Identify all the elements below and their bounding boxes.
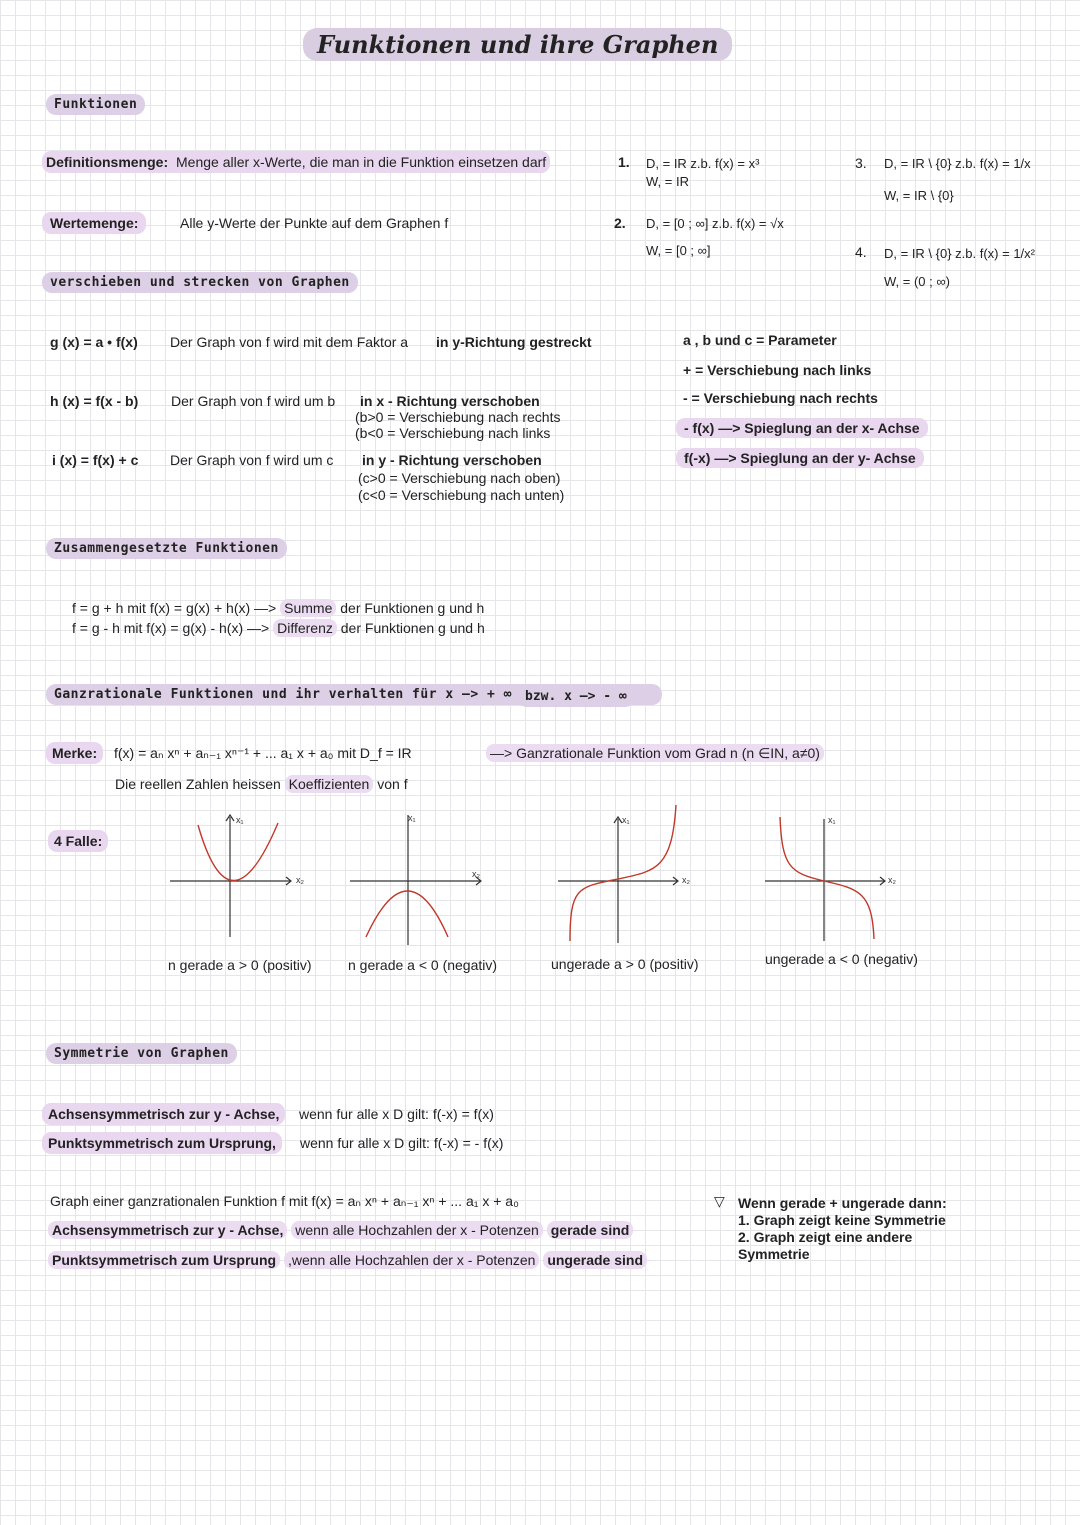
case-3-caption: ungerade a > 0 (positiv) (551, 956, 699, 972)
merke-result-text: —> Ganzrationale Funktion vom Grad n (n ∈IN, a≠0) (486, 744, 824, 762)
g-function: g (x) = a • f(x) (50, 334, 138, 350)
ganzrational-point-end: ungerade sind (543, 1251, 647, 1269)
graph-1-x-axis-label: x₂ (296, 875, 304, 885)
graph-1-y-axis-label: x₁ (236, 815, 244, 825)
graph-even-positive (170, 815, 305, 937)
example-3-range: W, = IR \ {0} (884, 188, 954, 203)
example-3-domain: D, = IR \ {0} z.b. f(x) = 1/x (884, 156, 1031, 171)
ganzrational-point-line (48, 1252, 647, 1268)
ganzrational-point-label: Punktsymmetrisch zum Ursprung (48, 1251, 280, 1269)
section-ganzrational: Ganzrationale Funktionen und ihr verhalten für x —> + ∞ (46, 684, 662, 705)
wertemenge-text: Alle y-Werte der Punkte auf dem Graphen f (180, 215, 449, 231)
sum-highlight: Summe (280, 599, 336, 617)
note-line-1: Wenn gerade + ungerade dann: (738, 1195, 947, 1211)
h-note-2: (b<0 = Verschiebung nach links (355, 425, 551, 441)
example-3-number: 3. (855, 155, 867, 171)
example-4-number: 4. (855, 244, 867, 260)
i-function: i (x) = f(x) + c (52, 452, 139, 468)
sum-formula: f = g + h mit f(x) = g(x) + h(x) —> (72, 600, 277, 616)
graph-3-x-axis-label: x₂ (682, 875, 690, 885)
defmenge-text: Menge aller x-Werte, die man in die Funktion einsetzen darf (176, 154, 547, 170)
section-symmetrie: Symmetrie von Graphen (46, 1043, 237, 1064)
graph-3-y-axis-label: x₁ (622, 815, 630, 825)
h-function: h (x) = f(x - b) (50, 393, 139, 409)
example-1-range: W, = IR (646, 174, 689, 189)
defmenge-row (42, 151, 550, 173)
i-direction: in y - Richtung verschoben (362, 452, 542, 468)
koeffizienten-pre: Die reellen Zahlen heissen (115, 776, 281, 792)
difference-formula: f = g - h mit f(x) = g(x) - h(x) —> (72, 620, 270, 636)
point-symmetry-label: Punktsymmetrisch zum Ursprung, (42, 1132, 282, 1154)
triangle-icon: ▽ (714, 1193, 725, 1209)
ganzrational-point-text: ,wenn alle Hochzahlen der x - Potenzen (284, 1251, 539, 1269)
i-note-2: (c<0 = Verschiebung nach unten) (358, 487, 565, 503)
sum-tail: der Funktionen g und h (340, 600, 485, 616)
example-4-domain: D, = IR \ {0} z.b. f(x) = 1/x² (884, 246, 1035, 261)
ganzrational-axis-end: gerade sind (547, 1221, 634, 1239)
graph-2-y-axis-label: x₁ (408, 813, 416, 823)
h-text: Der Graph von f wird um b (171, 393, 336, 409)
graph-4-y-axis-label: x₁ (828, 815, 836, 825)
param-note-5: f(-x) —> Spieglung an der y- Achse (676, 448, 924, 468)
param-note-1: a , b und c = Parameter (683, 332, 837, 348)
merke-label: Merke: (46, 742, 103, 764)
note-box (738, 1195, 947, 1263)
param-note-4: - f(x) —> Spieglung an der x- Achse (676, 418, 928, 438)
ganzrational-axis-text: wenn alle Hochzahlen der x - Potenzen (291, 1221, 543, 1239)
i-text: Der Graph von f wird um c (170, 452, 334, 468)
example-4-range: W, = (0 ; ∞) (884, 274, 950, 289)
page-title: Funktionen und ihre Graphen (303, 28, 732, 61)
defmenge-label: Definitionsmenge: (46, 154, 169, 170)
ganzrational-graph-line: Graph einer ganzrationalen Funktion f mit f(x) = aₙ xⁿ + aₙ₋₁ xⁿ + ... a₁ x + a₀ (50, 1193, 519, 1209)
point-symmetry-text: wenn fur alle x D gilt: f(-x) = - f(x) (300, 1135, 504, 1151)
h-note-1: (b>0 = Verschiebung nach rechts (355, 409, 561, 425)
axis-symmetry-text: wenn fur alle x D gilt: f(-x) = f(x) (299, 1106, 494, 1122)
graph-4-x-axis-label: x₂ (888, 875, 896, 885)
section-zusammengesetzt: Zusammengesetzte Funktionen (46, 538, 287, 559)
ganzrational-axis-line (48, 1222, 633, 1238)
sum-line (72, 600, 484, 616)
difference-line (72, 620, 485, 636)
section-ganzrational-b: bzw. x —> - ∞ (517, 686, 635, 707)
g-text: Der Graph von f wird mit dem Faktor a (170, 334, 409, 350)
merke-result (486, 745, 824, 762)
note-line-2: 1. Graph zeigt keine Symmetrie (738, 1212, 946, 1228)
graph-even-negative (350, 813, 481, 945)
g-direction: in y-Richtung gestreckt (436, 334, 592, 350)
note-line-4: Symmetrie (738, 1246, 810, 1262)
case-1-caption: n gerade a > 0 (positiv) (168, 957, 312, 973)
faelle-label: 4 Falle: (48, 830, 108, 852)
section-funktionen: Funktionen (46, 94, 145, 115)
wertemenge-label: Wertemenge: (42, 212, 146, 234)
graph-2-x-axis-label: x₂ (472, 869, 480, 879)
koeffizienten-line (115, 776, 408, 792)
section-verschieben: verschieben und strecken von Graphen (42, 272, 358, 293)
merke-formula: f(x) = aₙ xⁿ + aₙ₋₁ xⁿ⁻¹ + ... a₁ x + a₀ mit D_f = IR (114, 745, 412, 761)
i-note-1: (c>0 = Verschiebung nach oben) (358, 470, 561, 486)
graph-sketches (160, 805, 960, 950)
graph-odd-positive (558, 805, 691, 943)
example-2-number: 2. (614, 215, 626, 231)
graph-odd-negative (765, 815, 897, 941)
axis-symmetry-label: Achsensymmetrisch zur y - Achse, (42, 1103, 285, 1125)
example-2-range: W, = [0 ; ∞] (646, 243, 711, 258)
case-2-caption: n gerade a < 0 (negativ) (348, 957, 498, 973)
example-2-domain: D, = [0 ; ∞] z.b. f(x) = √x (646, 216, 784, 231)
example-1-domain: D, = IR z.b. f(x) = x³ (646, 156, 760, 171)
param-note-2: + = Verschiebung nach links (683, 362, 872, 378)
difference-highlight: Differenz (273, 619, 337, 637)
case-4-caption: ungerade a < 0 (negativ) (765, 951, 918, 967)
param-note-3: - = Verschiebung nach rechts (683, 390, 878, 406)
ganzrational-axis-label: Achsensymmetrisch zur y - Achse, (48, 1221, 287, 1239)
note-line-3: 2. Graph zeigt eine andere (738, 1229, 913, 1245)
difference-tail: der Funktionen g und h (340, 620, 485, 636)
example-1-number: 1. (618, 154, 630, 170)
h-direction: in x - Richtung verschoben (360, 393, 540, 409)
koeffizienten-post: von f (377, 776, 408, 792)
koeffizienten-highlight: Koeffizienten (285, 775, 374, 793)
